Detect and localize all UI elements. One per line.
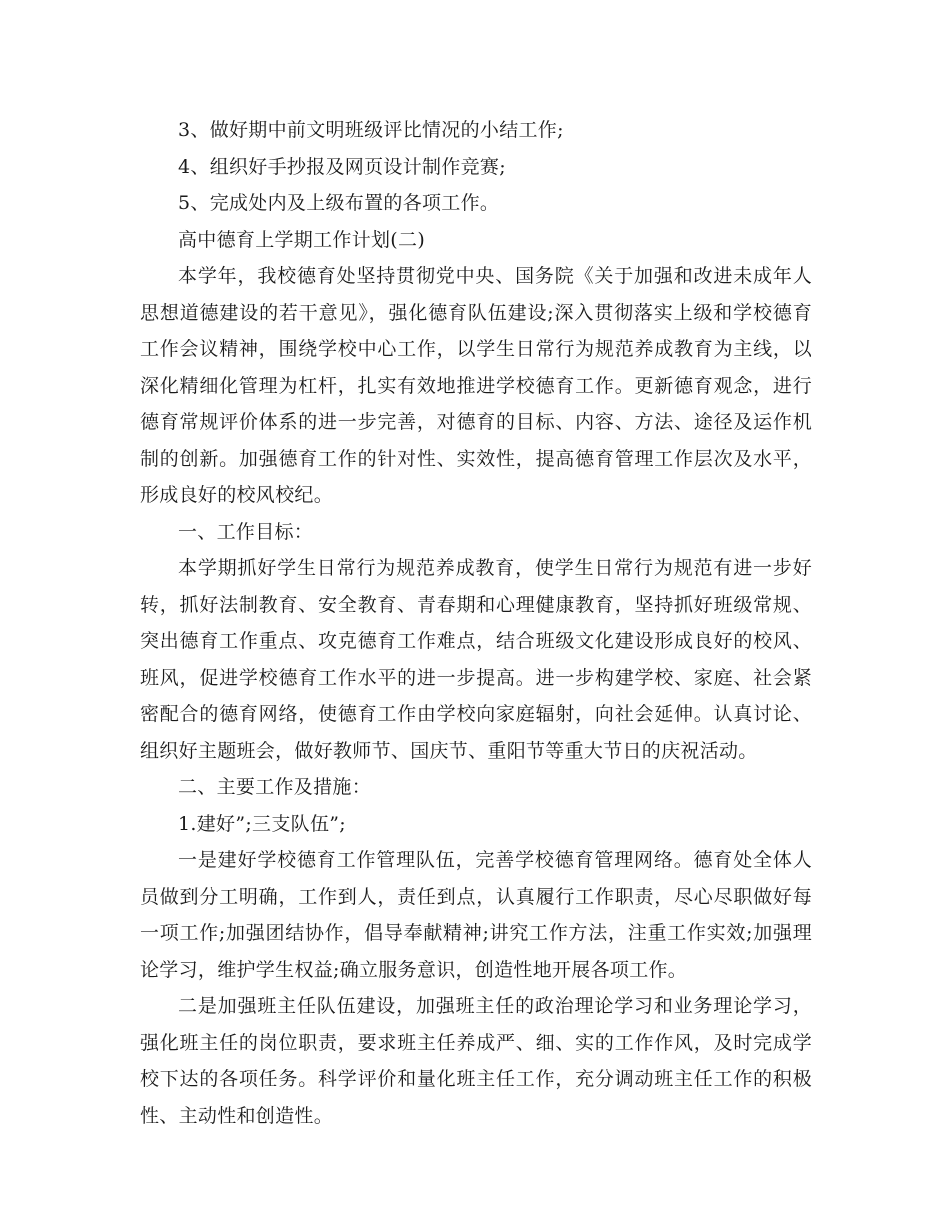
list-item-5: 5、完成处内及上级布置的各项工作。 <box>178 192 500 214</box>
subheading-three-teams: 1.建好”;三支队伍”; <box>178 812 346 835</box>
section-title: 高中德育上学期工作计划(二) <box>178 228 426 251</box>
list-item-3: 3、做好期中前文明班级评比情况的小结工作; <box>178 119 564 141</box>
paragraph-head-teachers: 二是加强班主任队伍建设，加强班主任的政治理论学习和业务理论学习，强化班主任的岗位职责，要求班主任养成严、细、实的工作作风，及时完成学校下达的各项任务。科学评价和量化班主任工作，充分调动班主任工作的积极性、主动性和创造性。 <box>140 995 812 1127</box>
heading-main-measures: 二、主要工作及措施： <box>178 776 372 798</box>
list-item-4: 4、组织好手抄报及网页设计制作竞赛; <box>178 155 506 178</box>
heading-work-goals: 一、工作目标： <box>178 520 314 543</box>
document-body <box>140 112 812 1134</box>
intro-paragraph: 本学年，我校德育处坚持贯彻党中央、国务院《关于加强和改进未成年人思想道德建设的若干意见》，强化德育队伍建设;深入贯彻落实上级和学校德育工作会议精神，围绕学校中心工作，以学生日常行为规范养成教育为主线，以深化精细化管理为杠杆，扎实有效地推进学校德育工作。更新德育观念，进行德育常规评价体系的进一步完善，对德育的目标、内容、方法、途径及运作机制的创新。加强德育工作的针对性、实效性，提高德育管理工作层次及水平，形成良好的校风校纪。 <box>140 265 812 506</box>
paragraph-management-team: 一是建好学校德育工作管理队伍，完善学校德育管理网络。德育处全体人员做到分工明确，工作到人，责任到点，认真履行工作职责，尽心尽职做好每一项工作;加强团结协作，倡导奉献精神;讲究工作方法，注重工作实效;加强理论学习，维护学生权益;确立服务意识，创造性地开展各项工作。 <box>140 849 812 981</box>
goals-paragraph: 本学期抓好学生日常行为规范养成教育，使学生日常行为规范有进一步好转，抓好法制教育、安全教育、青春期和心理健康教育，坚持抓好班级常规、突出德育工作重点、攻克德育工作难点，结合班级文化建设形成良好的校风、班风，促进学校德育工作水平的进一步提高。进一步构建学校、家庭、社会紧密配合的德育网络，使德育工作由学校向家庭辐射，向社会延伸。认真讨论、组织好主题班会，做好教师节、国庆节、重阳节等重大节日的庆祝活动。 <box>140 557 812 762</box>
